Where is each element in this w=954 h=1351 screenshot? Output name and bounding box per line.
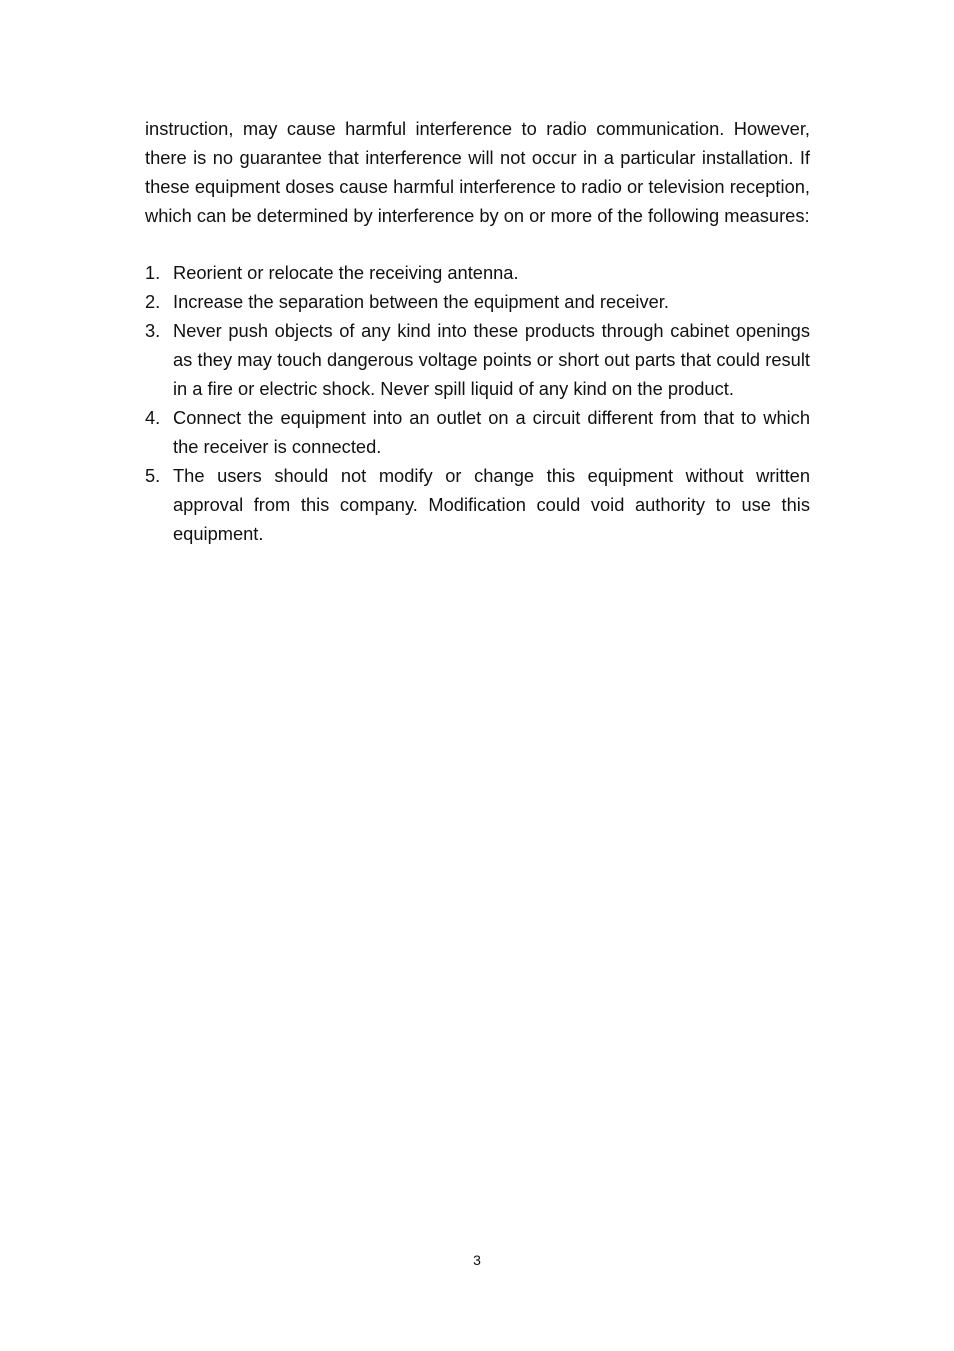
- list-item-number: 2.: [145, 291, 161, 312]
- list-item-text: Increase the separation between the equipment and receiver.: [173, 291, 669, 312]
- page-body: [145, 114, 810, 548]
- measures-list: [145, 258, 810, 548]
- list-item-text: Connect the equipment into an outlet on a circuit different from that to which the receiver is connected.: [173, 407, 810, 457]
- intro-paragraph: instruction, may cause harmful interference to radio communication. However, there is no guarantee that interference will not occur in a particular installation. If these equipment doses cause harmful interference to radio or television reception, which can be determined by interference by on or more of the following measures:: [145, 118, 810, 226]
- list-item-number: 5.: [145, 465, 161, 486]
- list-item-text: The users should not modify or change this equipment without written approval from this company. Modification could void authority to use this equipment.: [173, 465, 810, 544]
- list-item-text: Never push objects of any kind into these products through cabinet openings as they may touch dangerous voltage points or short out parts that could result in a fire or electric shock. Never spill liquid of any kind on the product.: [173, 320, 810, 399]
- page-number: 3: [473, 1252, 481, 1268]
- list-item-number: 3.: [145, 320, 161, 341]
- list-item: [145, 316, 810, 403]
- list-item: [145, 287, 810, 316]
- list-item-number: 4.: [145, 407, 161, 428]
- list-item: [145, 403, 810, 461]
- list-item-text: Reorient or relocate the receiving antenna.: [173, 262, 519, 283]
- list-item: [145, 461, 810, 548]
- list-item-number: 1.: [145, 262, 161, 283]
- list-item: [145, 258, 810, 287]
